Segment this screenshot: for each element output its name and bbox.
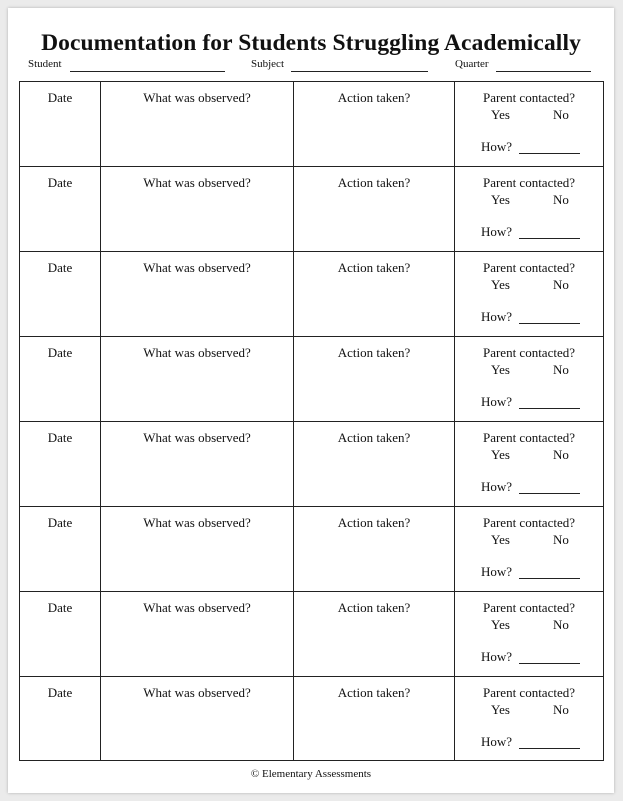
table-row [20, 337, 603, 422]
parent-contacted-label: Parent contacted? [482, 600, 576, 615]
parent-contact-cell [455, 507, 603, 591]
table-row [20, 167, 603, 252]
observed-label: What was observed? [143, 175, 251, 190]
how-label: How? [481, 394, 513, 409]
how-label: How? [481, 224, 513, 239]
observed-label: What was observed? [143, 430, 251, 445]
yes-option[interactable]: Yes [491, 107, 510, 122]
parent-contacted-label: Parent contacted? [482, 685, 576, 700]
date-cell[interactable] [20, 592, 101, 676]
yes-option[interactable]: Yes [491, 617, 510, 632]
how-blank-line[interactable] [519, 238, 580, 239]
quarter-blank-line[interactable] [496, 71, 591, 72]
table-row [20, 592, 603, 677]
subject-field [251, 58, 284, 70]
parent-contacted-label: Parent contacted? [482, 175, 576, 190]
parent-contact-cell [455, 337, 603, 421]
observed-cell[interactable] [101, 422, 294, 506]
table-row [20, 677, 603, 760]
parent-contacted-label: Parent contacted? [482, 260, 576, 275]
how-label: How? [481, 479, 513, 494]
date-cell[interactable] [20, 507, 101, 591]
how-label: How? [481, 309, 513, 324]
observed-label: What was observed? [143, 345, 251, 360]
date-label: Date [47, 685, 73, 700]
page-title: Documentation for Students Struggling Academically [41, 30, 581, 56]
how-label: How? [481, 649, 513, 664]
observed-cell[interactable] [101, 167, 294, 251]
action-cell[interactable] [294, 82, 455, 166]
how-blank-line[interactable] [519, 663, 580, 664]
date-cell[interactable] [20, 82, 101, 166]
how-blank-line[interactable] [519, 493, 580, 494]
action-cell[interactable] [294, 422, 455, 506]
no-option[interactable]: No [553, 702, 569, 717]
action-label: Action taken? [337, 260, 411, 275]
documentation-table [19, 81, 604, 761]
table-row [20, 507, 603, 592]
parent-contact-cell [455, 167, 603, 251]
yes-option[interactable]: Yes [491, 362, 510, 377]
student-blank-line[interactable] [70, 71, 225, 72]
action-label: Action taken? [337, 515, 411, 530]
parent-contact-cell [455, 252, 603, 336]
parent-contacted-label: Parent contacted? [482, 90, 576, 105]
yes-option[interactable]: Yes [491, 532, 510, 547]
no-option[interactable]: No [553, 192, 569, 207]
how-label: How? [481, 139, 513, 154]
parent-contact-cell [455, 677, 603, 760]
header-fields [8, 58, 614, 78]
action-cell[interactable] [294, 592, 455, 676]
date-label: Date [47, 600, 73, 615]
observed-cell[interactable] [101, 507, 294, 591]
parent-contacted-label: Parent contacted? [482, 430, 576, 445]
parent-contacted-label: Parent contacted? [482, 515, 576, 530]
quarter-field [455, 58, 489, 70]
observed-cell[interactable] [101, 252, 294, 336]
how-blank-line[interactable] [519, 408, 580, 409]
table-row [20, 252, 603, 337]
parent-contact-cell [455, 592, 603, 676]
no-option[interactable]: No [553, 362, 569, 377]
yes-option[interactable]: Yes [491, 277, 510, 292]
how-blank-line[interactable] [519, 323, 580, 324]
parent-contact-cell [455, 82, 603, 166]
observed-cell[interactable] [101, 677, 294, 760]
observed-label: What was observed? [143, 90, 251, 105]
parent-contacted-label: Parent contacted? [482, 345, 576, 360]
action-label: Action taken? [337, 345, 411, 360]
date-label: Date [47, 345, 73, 360]
observed-label: What was observed? [143, 600, 251, 615]
subject-blank-line[interactable] [291, 71, 428, 72]
date-label: Date [47, 175, 73, 190]
how-blank-line[interactable] [519, 578, 580, 579]
how-label: How? [481, 564, 513, 579]
no-option[interactable]: No [553, 107, 569, 122]
date-label: Date [47, 430, 73, 445]
how-blank-line[interactable] [519, 153, 580, 154]
copyright-footer: © Elementary Assessments [250, 768, 372, 780]
table-row [20, 422, 603, 507]
yes-option[interactable]: Yes [491, 447, 510, 462]
action-cell[interactable] [294, 677, 455, 760]
date-cell[interactable] [20, 337, 101, 421]
action-label: Action taken? [337, 600, 411, 615]
quarter-label: Quarter [455, 58, 489, 70]
observed-label: What was observed? [143, 685, 251, 700]
date-cell[interactable] [20, 252, 101, 336]
action-label: Action taken? [337, 430, 411, 445]
student-field [28, 58, 62, 70]
action-label: Action taken? [337, 175, 411, 190]
action-cell[interactable] [294, 252, 455, 336]
yes-option[interactable]: Yes [491, 192, 510, 207]
no-option[interactable]: No [553, 532, 569, 547]
no-option[interactable]: No [553, 617, 569, 632]
how-blank-line[interactable] [519, 748, 580, 749]
date-label: Date [47, 260, 73, 275]
action-label: Action taken? [337, 90, 411, 105]
action-cell[interactable] [294, 507, 455, 591]
student-label: Student [28, 58, 62, 70]
observed-cell[interactable] [101, 337, 294, 421]
observed-cell[interactable] [101, 592, 294, 676]
subject-label: Subject [251, 58, 284, 70]
table-row [20, 82, 603, 167]
date-cell[interactable] [20, 167, 101, 251]
date-cell[interactable] [20, 677, 101, 760]
action-label: Action taken? [337, 685, 411, 700]
date-label: Date [47, 515, 73, 530]
parent-contact-cell [455, 422, 603, 506]
worksheet-page [8, 8, 614, 793]
date-cell[interactable] [20, 422, 101, 506]
how-label: How? [481, 734, 513, 749]
yes-option[interactable]: Yes [491, 702, 510, 717]
observed-label: What was observed? [143, 515, 251, 530]
action-cell[interactable] [294, 337, 455, 421]
observed-cell[interactable] [101, 82, 294, 166]
no-option[interactable]: No [553, 447, 569, 462]
date-label: Date [47, 90, 73, 105]
action-cell[interactable] [294, 167, 455, 251]
observed-label: What was observed? [143, 260, 251, 275]
no-option[interactable]: No [553, 277, 569, 292]
